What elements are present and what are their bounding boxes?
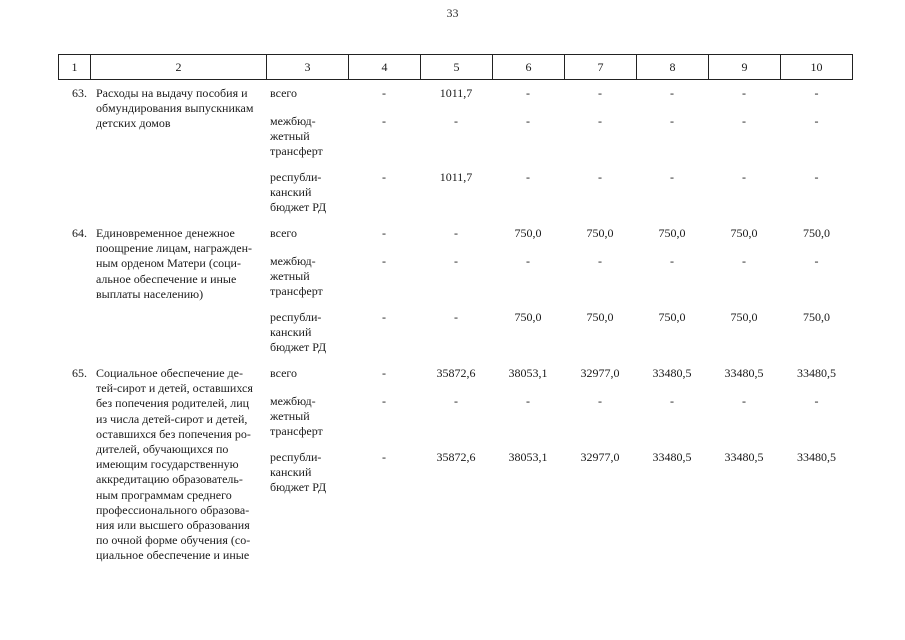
value-cell: - [598, 254, 602, 268]
value-cell: 750,0 [658, 226, 686, 240]
value-cell: 35872,6 [436, 450, 476, 464]
value-cell: - [454, 394, 458, 408]
funding-type: всего [270, 226, 298, 240]
sub-row [266, 304, 853, 360]
value-cell: - [382, 170, 386, 184]
funding-type: межбюд- жетный трансферт [270, 254, 323, 299]
row-number: 63. [72, 86, 87, 100]
value-cell: - [670, 394, 674, 408]
value-cell: - [814, 114, 819, 128]
value-cell: 1011,7 [439, 86, 473, 100]
row-number: 65. [72, 366, 87, 380]
value-cell: - [454, 226, 458, 240]
table-header [58, 54, 853, 80]
value-cell: - [382, 86, 386, 100]
value-cell: 38053,1 [508, 450, 548, 464]
funding-type: всего [270, 366, 298, 380]
value-cell: 750,0 [730, 310, 758, 324]
value-cell: 38053,1 [508, 366, 548, 380]
value-cell: - [526, 394, 530, 408]
sub-row [266, 80, 853, 108]
value-cell: - [814, 86, 819, 100]
value-cell: - [742, 254, 746, 268]
value-cell: 1011,7 [439, 170, 473, 184]
value-cell: - [526, 86, 530, 100]
sub-row [266, 108, 853, 164]
value-cell: - [670, 170, 674, 184]
sub-row [266, 248, 853, 304]
value-cell: - [598, 114, 602, 128]
value-cell: - [814, 170, 819, 184]
budget-table [58, 54, 853, 563]
value-cell: - [742, 170, 746, 184]
value-cell: - [598, 170, 602, 184]
sub-row [266, 164, 853, 220]
value-cell: - [526, 170, 530, 184]
value-cell: 750,0 [803, 226, 830, 240]
table-row [58, 360, 853, 563]
header-cell: 9 [708, 55, 780, 79]
value-cell: - [742, 114, 746, 128]
row-description: Социальное обеспечение де- тей-сирот и детей, оставшихся без попечения родителей, лиц из числа детей-сирот и детей, оставшихся без попечения ро- дителей, обучающихся по имеющим государственную аккредитацию образователь- ным программам среднего профессионального образова- ния или высшего образования по очной форме обучения (со- циальное обеспечение и иные [96, 366, 253, 563]
value-cell: 750,0 [803, 310, 830, 324]
row-number: 64. [72, 226, 87, 240]
row-description: Единовременное денежное поощрение лицам, награжден- ным орденом Матери (соци- альное обеспечение и иные выплаты населению) [96, 226, 253, 301]
page-number: 33 [446, 6, 459, 20]
value-cell: - [598, 86, 602, 100]
sub-row [266, 444, 853, 500]
header-cell: 1 [58, 55, 90, 79]
value-cell: 750,0 [730, 226, 758, 240]
value-cell: 33480,5 [797, 366, 836, 380]
value-cell: - [382, 114, 386, 128]
value-cell: - [382, 450, 386, 464]
value-cell: - [454, 310, 458, 324]
value-cell: - [454, 114, 458, 128]
header-cell: 2 [90, 55, 266, 79]
value-cell: - [598, 394, 602, 408]
value-cell: - [814, 254, 819, 268]
row-description: Расходы на выдачу пособия и обмундирования выпускникам детских домов [96, 86, 254, 131]
value-cell: - [382, 254, 386, 268]
value-cell: - [814, 394, 819, 408]
header-cell: 4 [348, 55, 420, 79]
value-cell: 32977,0 [580, 450, 620, 464]
table-row [58, 80, 853, 220]
value-cell: 33480,5 [724, 450, 764, 464]
header-cell: 3 [266, 55, 348, 79]
value-cell: 750,0 [586, 226, 614, 240]
value-cell: 750,0 [658, 310, 686, 324]
funding-type: республи- канский бюджет РД [270, 450, 327, 495]
value-cell: - [526, 254, 530, 268]
sub-row [266, 220, 853, 248]
funding-type: межбюд- жетный трансферт [270, 394, 323, 439]
value-cell: - [742, 394, 746, 408]
value-cell: - [670, 86, 674, 100]
value-cell: - [670, 254, 674, 268]
value-cell: 33480,5 [652, 450, 692, 464]
value-cell: - [742, 86, 746, 100]
header-cell: 6 [492, 55, 564, 79]
value-cell: - [382, 366, 386, 380]
table-row [58, 220, 853, 360]
header-cell: 5 [420, 55, 492, 79]
value-cell: 33480,5 [652, 366, 692, 380]
value-cell: 750,0 [514, 310, 542, 324]
value-cell: 32977,0 [580, 366, 620, 380]
value-cell: 35872,6 [436, 366, 476, 380]
value-cell: - [382, 394, 386, 408]
value-cell: 750,0 [514, 226, 542, 240]
value-cell: - [382, 310, 386, 324]
value-cell: - [454, 254, 458, 268]
value-cell: - [526, 114, 530, 128]
funding-type: республи- канский бюджет РД [270, 310, 327, 355]
value-cell: 33480,5 [724, 366, 764, 380]
header-cell: 7 [564, 55, 636, 79]
sub-row [266, 388, 853, 444]
header-cell: 10 [780, 55, 853, 79]
value-cell: 33480,5 [797, 450, 836, 464]
funding-type: всего [270, 86, 298, 100]
sub-row [266, 360, 853, 388]
header-cell: 8 [636, 55, 708, 79]
value-cell: 750,0 [586, 310, 614, 324]
value-cell: - [382, 226, 386, 240]
value-cell: - [670, 114, 674, 128]
funding-type: республи- канский бюджет РД [270, 170, 327, 215]
funding-type: межбюд- жетный трансферт [270, 114, 323, 159]
